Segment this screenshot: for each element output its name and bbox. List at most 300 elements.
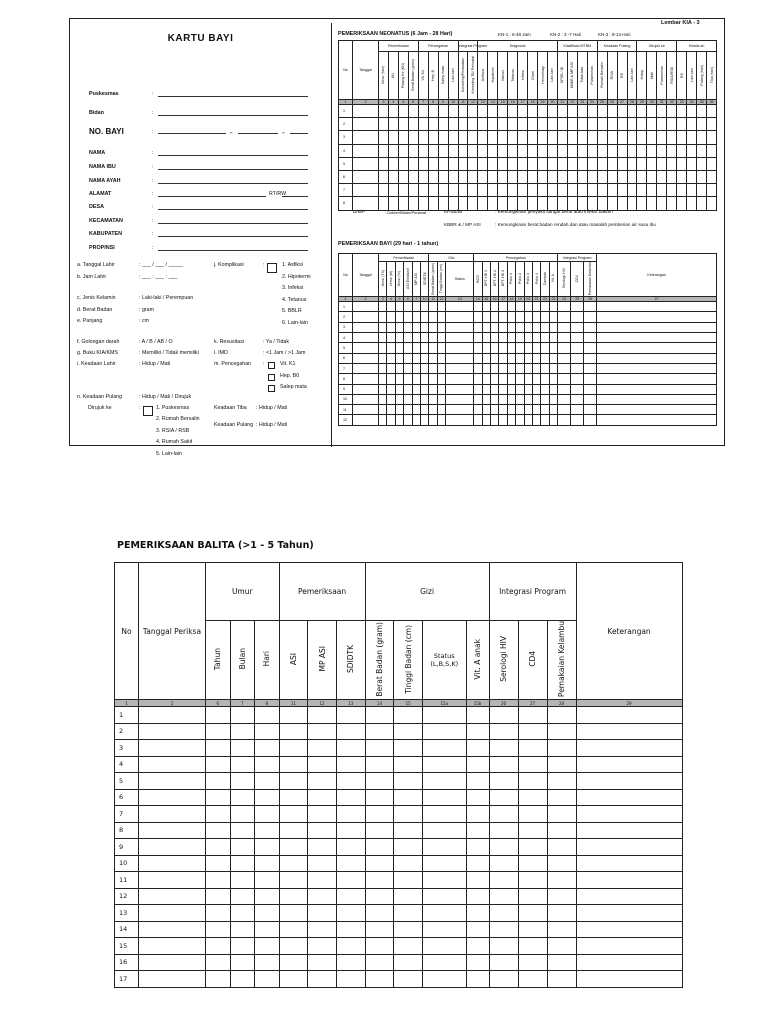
bayi-cell[interactable]	[597, 333, 717, 343]
bayi-cell[interactable]	[597, 374, 717, 384]
balita-cell[interactable]	[255, 888, 280, 905]
bayi-cell[interactable]	[490, 343, 498, 353]
bayi-cell[interactable]	[532, 343, 540, 353]
neonatus-cell[interactable]	[597, 184, 607, 197]
neonatus-cell[interactable]	[488, 144, 498, 157]
bayi-cell[interactable]	[404, 394, 412, 404]
neonatus-cell[interactable]	[697, 197, 707, 210]
puskesmas-field[interactable]	[158, 96, 308, 97]
neonatus-cell[interactable]	[607, 131, 617, 144]
bayi-cell[interactable]	[379, 394, 387, 404]
neonatus-cell[interactable]	[647, 157, 657, 170]
balita-cell[interactable]	[489, 789, 518, 806]
bayi-cell[interactable]	[490, 384, 498, 394]
neonatus-cell[interactable]	[538, 184, 548, 197]
bayi-cell[interactable]	[404, 353, 412, 363]
balita-cell[interactable]	[206, 938, 231, 955]
balita-cell[interactable]	[394, 938, 423, 955]
neonatus-cell[interactable]	[647, 170, 657, 183]
balita-cell[interactable]	[466, 971, 489, 988]
neonatus-cell[interactable]	[528, 157, 538, 170]
neonatus-cell[interactable]	[508, 118, 518, 131]
nama-field[interactable]	[158, 155, 308, 156]
balita-cell[interactable]	[255, 855, 280, 872]
neonatus-cell[interactable]	[687, 131, 697, 144]
bayi-cell[interactable]	[516, 343, 524, 353]
balita-cell[interactable]	[365, 707, 394, 724]
balita-cell[interactable]	[576, 872, 682, 889]
bayi-cell[interactable]	[395, 363, 403, 373]
balita-cell[interactable]	[255, 921, 280, 938]
balita-cell[interactable]	[576, 954, 682, 971]
balita-cell[interactable]	[394, 888, 423, 905]
balita-cell[interactable]	[336, 921, 365, 938]
neonatus-cell[interactable]	[448, 105, 458, 118]
balita-cell[interactable]	[308, 723, 337, 740]
balita-cell[interactable]	[423, 822, 467, 839]
balita-cell[interactable]	[206, 839, 231, 856]
bayi-cell[interactable]	[482, 312, 490, 322]
bayi-cell[interactable]	[387, 302, 395, 312]
bayi-cell[interactable]	[387, 405, 395, 415]
neonatus-cell[interactable]	[687, 105, 697, 118]
balita-cell[interactable]	[279, 954, 308, 971]
balita-cell[interactable]	[489, 740, 518, 757]
bayi-cell[interactable]	[507, 353, 515, 363]
bayi-cell[interactable]	[490, 405, 498, 415]
neonatus-cell[interactable]	[557, 157, 567, 170]
neonatus-cell[interactable]	[627, 184, 637, 197]
neonatus-cell[interactable]	[528, 170, 538, 183]
balita-cell[interactable]	[365, 855, 394, 872]
rtrw-field[interactable]	[282, 196, 308, 197]
neonatus-cell[interactable]	[677, 170, 687, 183]
bayi-cell[interactable]	[549, 363, 557, 373]
bayi-cell[interactable]	[516, 353, 524, 363]
balita-cell[interactable]	[230, 855, 255, 872]
balita-cell[interactable]	[394, 740, 423, 757]
neonatus-cell[interactable]	[398, 118, 408, 131]
neonatus-cell[interactable]	[438, 157, 448, 170]
neonatus-cell[interactable]	[557, 131, 567, 144]
bayi-cell[interactable]	[353, 405, 379, 415]
balita-cell[interactable]	[139, 938, 206, 955]
neonatus-cell[interactable]	[398, 105, 408, 118]
neonatus-cell[interactable]	[518, 105, 528, 118]
balita-cell[interactable]	[489, 756, 518, 773]
neonatus-cell[interactable]	[677, 105, 687, 118]
balita-cell[interactable]	[139, 971, 206, 988]
balita-cell[interactable]	[206, 789, 231, 806]
neonatus-cell[interactable]	[458, 118, 468, 131]
bayi-cell[interactable]	[482, 384, 490, 394]
balita-cell[interactable]	[394, 905, 423, 922]
neonatus-cell[interactable]	[627, 144, 637, 157]
bayi-cell[interactable]	[516, 405, 524, 415]
neonatus-cell[interactable]	[587, 144, 597, 157]
neonatus-cell[interactable]	[498, 144, 508, 157]
balita-cell[interactable]	[308, 740, 337, 757]
bayi-cell[interactable]	[597, 353, 717, 363]
bayi-cell[interactable]	[541, 363, 549, 373]
neonatus-cell[interactable]	[398, 131, 408, 144]
balita-cell[interactable]	[230, 806, 255, 823]
balita-cell[interactable]	[279, 938, 308, 955]
balita-cell[interactable]	[139, 822, 206, 839]
balita-cell[interactable]	[255, 773, 280, 790]
balita-cell[interactable]	[576, 806, 682, 823]
bayi-cell[interactable]	[524, 384, 532, 394]
neonatus-cell[interactable]	[677, 144, 687, 157]
balita-cell[interactable]	[336, 806, 365, 823]
bayi-cell[interactable]	[571, 322, 584, 332]
neonatus-cell[interactable]	[388, 184, 398, 197]
balita-cell[interactable]	[139, 723, 206, 740]
bayi-cell[interactable]	[507, 415, 515, 425]
neonatus-cell[interactable]	[458, 170, 468, 183]
bayi-cell[interactable]	[490, 353, 498, 363]
bayi-cell[interactable]	[516, 322, 524, 332]
neonatus-cell[interactable]	[577, 184, 587, 197]
neonatus-cell[interactable]	[617, 157, 627, 170]
neonatus-cell[interactable]	[567, 144, 577, 157]
bayi-cell[interactable]	[474, 374, 482, 384]
neonatus-cell[interactable]	[627, 170, 637, 183]
neonatus-cell[interactable]	[488, 170, 498, 183]
bayi-cell[interactable]	[524, 302, 532, 312]
neonatus-cell[interactable]	[637, 170, 647, 183]
bayi-cell[interactable]	[353, 312, 379, 322]
bayi-cell[interactable]	[395, 405, 403, 415]
neonatus-cell[interactable]	[538, 131, 548, 144]
neonatus-cell[interactable]	[637, 118, 647, 131]
neonatus-cell[interactable]	[577, 144, 587, 157]
bayi-cell[interactable]	[549, 312, 557, 322]
neonatus-cell[interactable]	[627, 105, 637, 118]
neonatus-cell[interactable]	[408, 144, 418, 157]
balita-cell[interactable]	[336, 707, 365, 724]
balita-cell[interactable]	[206, 855, 231, 872]
balita-cell[interactable]	[547, 806, 576, 823]
neonatus-cell[interactable]	[418, 131, 428, 144]
neonatus-cell[interactable]	[408, 118, 418, 131]
neonatus-cell[interactable]	[607, 184, 617, 197]
neonatus-cell[interactable]	[557, 184, 567, 197]
neonatus-cell[interactable]	[448, 157, 458, 170]
neonatus-cell[interactable]	[587, 157, 597, 170]
balita-cell[interactable]	[206, 740, 231, 757]
neonatus-cell[interactable]	[697, 170, 707, 183]
no-bayi-field-3[interactable]	[290, 133, 308, 134]
bayi-cell[interactable]	[571, 384, 584, 394]
neonatus-cell[interactable]	[408, 197, 418, 210]
bayi-cell[interactable]	[353, 322, 379, 332]
bayi-cell[interactable]	[507, 363, 515, 373]
neonatus-cell[interactable]	[458, 144, 468, 157]
neonatus-cell[interactable]	[667, 157, 677, 170]
neonatus-cell[interactable]	[607, 157, 617, 170]
kecamatan-field[interactable]	[158, 223, 308, 224]
bayi-cell[interactable]	[379, 415, 387, 425]
balita-cell[interactable]	[489, 971, 518, 988]
neonatus-cell[interactable]	[468, 131, 478, 144]
bayi-cell[interactable]	[379, 302, 387, 312]
balita-cell[interactable]	[255, 806, 280, 823]
bayi-cell[interactable]	[499, 343, 507, 353]
neonatus-cell[interactable]	[468, 157, 478, 170]
balita-cell[interactable]	[139, 773, 206, 790]
balita-cell[interactable]	[576, 822, 682, 839]
neonatus-cell[interactable]	[547, 118, 557, 131]
bayi-cell[interactable]	[507, 312, 515, 322]
balita-cell[interactable]	[365, 740, 394, 757]
balita-cell[interactable]	[394, 872, 423, 889]
balita-cell[interactable]	[308, 707, 337, 724]
neonatus-cell[interactable]	[647, 118, 657, 131]
bayi-cell[interactable]	[412, 333, 420, 343]
bayi-cell[interactable]	[482, 405, 490, 415]
bayi-cell[interactable]	[541, 322, 549, 332]
balita-cell[interactable]	[230, 938, 255, 955]
neonatus-cell[interactable]	[428, 105, 438, 118]
neonatus-cell[interactable]	[379, 184, 389, 197]
bayi-cell[interactable]	[482, 363, 490, 373]
bayi-cell[interactable]	[499, 374, 507, 384]
neonatus-cell[interactable]	[438, 105, 448, 118]
neonatus-cell[interactable]	[428, 144, 438, 157]
bayi-cell[interactable]	[404, 405, 412, 415]
bayi-cell[interactable]	[524, 322, 532, 332]
neonatus-cell[interactable]	[627, 118, 637, 131]
balita-cell[interactable]	[230, 921, 255, 938]
bayi-cell[interactable]	[446, 343, 474, 353]
balita-cell[interactable]	[576, 789, 682, 806]
bayi-cell[interactable]	[516, 384, 524, 394]
balita-cell[interactable]	[466, 723, 489, 740]
neonatus-cell[interactable]	[687, 184, 697, 197]
balita-cell[interactable]	[518, 954, 547, 971]
balita-cell[interactable]	[206, 822, 231, 839]
bayi-cell[interactable]	[558, 394, 571, 404]
bayi-cell[interactable]	[474, 312, 482, 322]
balita-cell[interactable]	[547, 756, 576, 773]
balita-cell[interactable]	[206, 872, 231, 889]
neonatus-cell[interactable]	[597, 170, 607, 183]
bayi-cell[interactable]	[412, 343, 420, 353]
neonatus-cell[interactable]	[597, 144, 607, 157]
neonatus-cell[interactable]	[388, 131, 398, 144]
pencegahan-checkbox[interactable]	[268, 362, 275, 369]
bayi-cell[interactable]	[474, 415, 482, 425]
neonatus-cell[interactable]	[418, 170, 428, 183]
bayi-cell[interactable]	[474, 384, 482, 394]
neonatus-cell[interactable]	[448, 184, 458, 197]
bayi-cell[interactable]	[420, 322, 428, 332]
neonatus-cell[interactable]	[448, 170, 458, 183]
balita-cell[interactable]	[547, 954, 576, 971]
balita-cell[interactable]	[518, 888, 547, 905]
neonatus-cell[interactable]	[379, 131, 389, 144]
balita-cell[interactable]	[365, 921, 394, 938]
bayi-cell[interactable]	[387, 312, 395, 322]
neonatus-cell[interactable]	[547, 131, 557, 144]
bayi-cell[interactable]	[404, 322, 412, 332]
bayi-cell[interactable]	[597, 302, 717, 312]
bayi-cell[interactable]	[597, 322, 717, 332]
neonatus-cell[interactable]	[478, 118, 488, 131]
balita-cell[interactable]	[518, 822, 547, 839]
balita-cell[interactable]	[576, 971, 682, 988]
balita-cell[interactable]	[279, 839, 308, 856]
neonatus-cell[interactable]	[577, 118, 587, 131]
neonatus-cell[interactable]	[418, 197, 428, 210]
bayi-cell[interactable]	[404, 415, 412, 425]
balita-cell[interactable]	[394, 756, 423, 773]
balita-cell[interactable]	[206, 971, 231, 988]
neonatus-cell[interactable]	[488, 131, 498, 144]
bayi-cell[interactable]	[541, 343, 549, 353]
bayi-cell[interactable]	[597, 312, 717, 322]
balita-cell[interactable]	[518, 971, 547, 988]
neonatus-cell[interactable]	[528, 144, 538, 157]
balita-cell[interactable]	[518, 806, 547, 823]
balita-cell[interactable]	[336, 888, 365, 905]
balita-cell[interactable]	[466, 855, 489, 872]
neonatus-cell[interactable]	[458, 131, 468, 144]
balita-cell[interactable]	[423, 938, 467, 955]
neonatus-cell[interactable]	[707, 157, 717, 170]
bayi-cell[interactable]	[524, 363, 532, 373]
neonatus-cell[interactable]	[428, 197, 438, 210]
neonatus-cell[interactable]	[547, 170, 557, 183]
neonatus-cell[interactable]	[587, 170, 597, 183]
balita-cell[interactable]	[255, 971, 280, 988]
balita-cell[interactable]	[423, 740, 467, 757]
neonatus-cell[interactable]	[498, 184, 508, 197]
neonatus-cell[interactable]	[518, 131, 528, 144]
neonatus-cell[interactable]	[518, 144, 528, 157]
balita-cell[interactable]	[336, 773, 365, 790]
balita-cell[interactable]	[255, 723, 280, 740]
balita-cell[interactable]	[206, 921, 231, 938]
bayi-cell[interactable]	[446, 384, 474, 394]
neonatus-cell[interactable]	[528, 118, 538, 131]
balita-cell[interactable]	[365, 773, 394, 790]
balita-cell[interactable]	[576, 905, 682, 922]
neonatus-cell[interactable]	[468, 170, 478, 183]
bayi-cell[interactable]	[353, 415, 379, 425]
bayi-cell[interactable]	[404, 384, 412, 394]
bayi-cell[interactable]	[597, 394, 717, 404]
balita-cell[interactable]	[336, 872, 365, 889]
neonatus-cell[interactable]	[587, 131, 597, 144]
bayi-cell[interactable]	[437, 363, 445, 373]
balita-cell[interactable]	[308, 839, 337, 856]
neonatus-cell[interactable]	[468, 197, 478, 210]
neonatus-cell[interactable]	[379, 105, 389, 118]
neonatus-cell[interactable]	[488, 184, 498, 197]
bayi-cell[interactable]	[429, 343, 437, 353]
bayi-cell[interactable]	[499, 415, 507, 425]
bayi-cell[interactable]	[597, 363, 717, 373]
balita-cell[interactable]	[423, 773, 467, 790]
balita-cell[interactable]	[518, 707, 547, 724]
balita-cell[interactable]	[466, 707, 489, 724]
balita-cell[interactable]	[365, 954, 394, 971]
bayi-cell[interactable]	[558, 384, 571, 394]
bayi-cell[interactable]	[558, 363, 571, 373]
bayi-cell[interactable]	[584, 374, 597, 384]
neonatus-cell[interactable]	[567, 105, 577, 118]
balita-cell[interactable]	[489, 938, 518, 955]
bayi-cell[interactable]	[474, 322, 482, 332]
bayi-cell[interactable]	[558, 302, 571, 312]
neonatus-cell[interactable]	[498, 157, 508, 170]
balita-cell[interactable]	[308, 756, 337, 773]
balita-cell[interactable]	[518, 938, 547, 955]
bayi-cell[interactable]	[446, 405, 474, 415]
neonatus-cell[interactable]	[587, 184, 597, 197]
balita-cell[interactable]	[336, 789, 365, 806]
balita-cell[interactable]	[547, 740, 576, 757]
balita-cell[interactable]	[394, 954, 423, 971]
bayi-cell[interactable]	[379, 312, 387, 322]
bayi-cell[interactable]	[482, 343, 490, 353]
neonatus-cell[interactable]	[707, 144, 717, 157]
neonatus-cell[interactable]	[438, 170, 448, 183]
bayi-cell[interactable]	[490, 312, 498, 322]
bayi-cell[interactable]	[571, 374, 584, 384]
balita-cell[interactable]	[423, 789, 467, 806]
neonatus-cell[interactable]	[478, 157, 488, 170]
balita-cell[interactable]	[139, 954, 206, 971]
bayi-cell[interactable]	[549, 384, 557, 394]
balita-cell[interactable]	[255, 822, 280, 839]
bayi-cell[interactable]	[474, 363, 482, 373]
neonatus-cell[interactable]	[687, 170, 697, 183]
balita-cell[interactable]	[576, 740, 682, 757]
balita-cell[interactable]	[518, 723, 547, 740]
bayi-cell[interactable]	[558, 312, 571, 322]
balita-cell[interactable]	[336, 855, 365, 872]
bayi-cell[interactable]	[597, 384, 717, 394]
bayi-cell[interactable]	[507, 302, 515, 312]
balita-cell[interactable]	[423, 723, 467, 740]
balita-cell[interactable]	[576, 839, 682, 856]
neonatus-cell[interactable]	[667, 118, 677, 131]
neonatus-cell[interactable]	[617, 197, 627, 210]
balita-cell[interactable]	[308, 822, 337, 839]
bayi-cell[interactable]	[549, 374, 557, 384]
bayi-cell[interactable]	[395, 384, 403, 394]
balita-cell[interactable]	[206, 888, 231, 905]
balita-cell[interactable]	[230, 971, 255, 988]
balita-cell[interactable]	[279, 855, 308, 872]
bayi-cell[interactable]	[420, 374, 428, 384]
neonatus-cell[interactable]	[617, 105, 627, 118]
neonatus-cell[interactable]	[617, 144, 627, 157]
balita-cell[interactable]	[518, 789, 547, 806]
balita-cell[interactable]	[230, 839, 255, 856]
bayi-cell[interactable]	[395, 374, 403, 384]
balita-cell[interactable]	[576, 888, 682, 905]
balita-cell[interactable]	[489, 888, 518, 905]
bayi-cell[interactable]	[584, 415, 597, 425]
neonatus-cell[interactable]	[667, 105, 677, 118]
balita-cell[interactable]	[336, 756, 365, 773]
bayi-cell[interactable]	[429, 415, 437, 425]
bayi-cell[interactable]	[420, 312, 428, 322]
